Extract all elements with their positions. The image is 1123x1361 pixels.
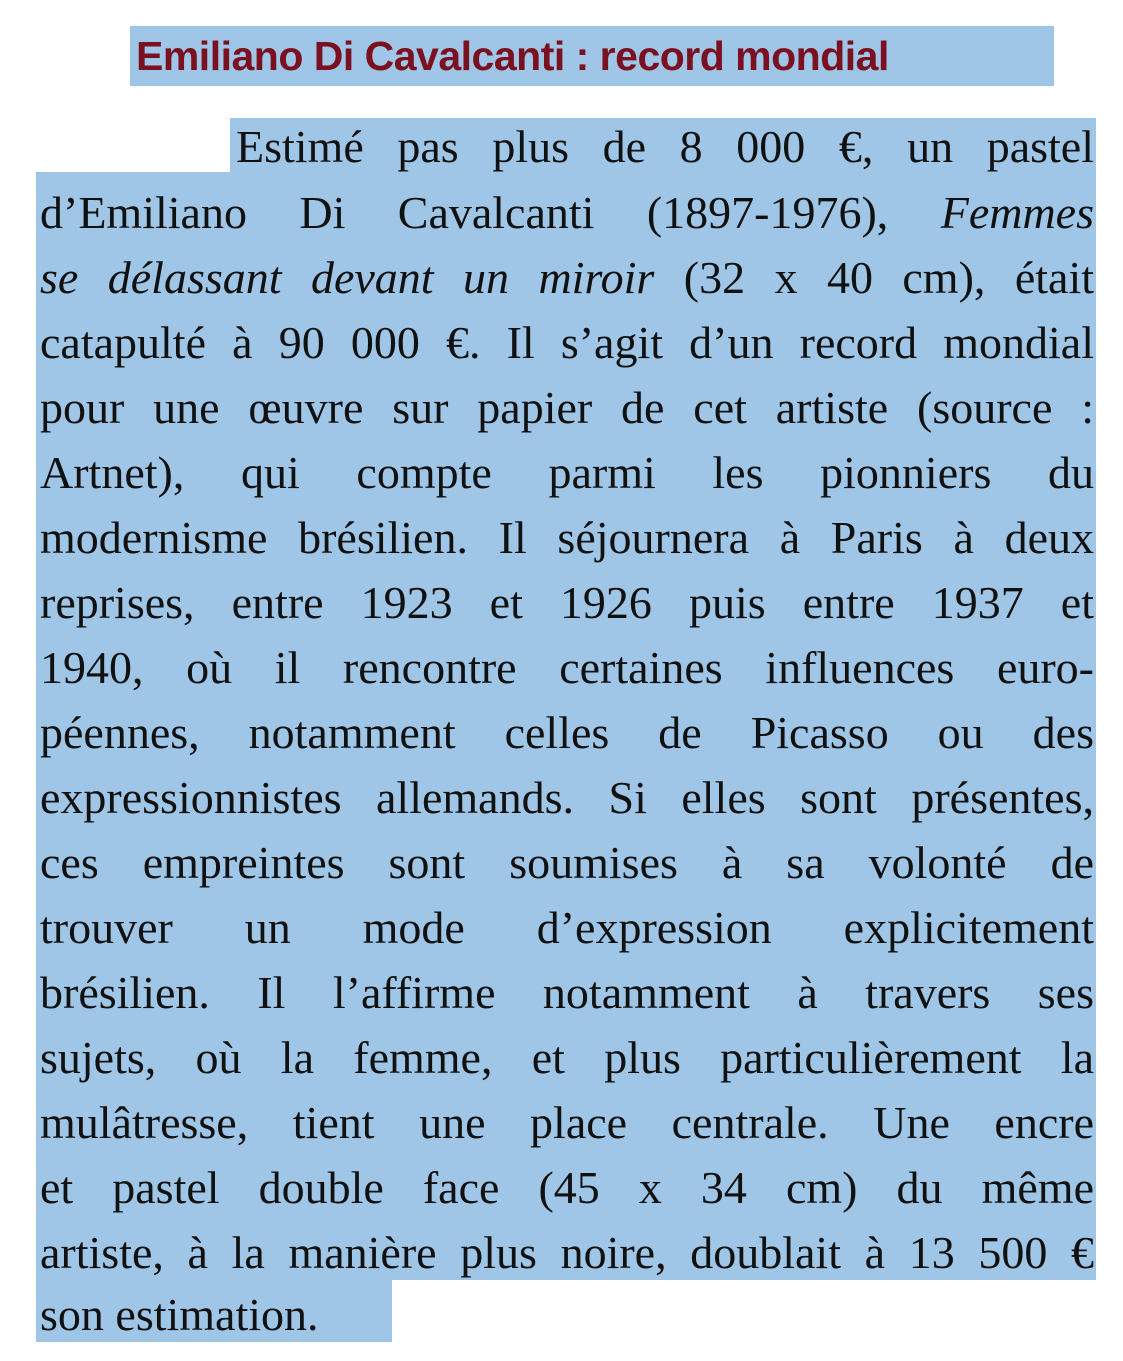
artwork-title-italic: Femmes (940, 187, 1094, 238)
paragraph-line: artiste, à la manière plus noire, doublait à 13 500 € (40, 1227, 1094, 1278)
paragraph-line: et pastel double face (45 x 34 cm) du même (40, 1162, 1094, 1213)
paragraph-line: d’Emiliano Di Cavalcanti (1897-1976), Femmes (40, 187, 1094, 238)
paragraph-line: Estimé pas plus de 8 000 €, un pastel (236, 121, 1094, 172)
paragraph-line: pour une œuvre sur papier de cet artiste (source : (40, 382, 1094, 433)
paragraph-line: sujets, où la femme, et plus particulièrement la (40, 1032, 1094, 1083)
paragraph-line: Artnet), qui compte parmi les pionniers du (40, 447, 1094, 498)
paragraph-line: 1940, où il rencontre certaines influences euro- (40, 642, 1094, 693)
paragraph-line: expressionnistes allemands. Si elles sont présentes, (40, 772, 1094, 823)
artwork-title-italic: se délassant devant un miroir (40, 252, 655, 303)
paragraph-line: catapulté à 90 000 €. Il s’agit d’un record mondial (40, 317, 1094, 368)
paragraph-line: mulâtresse, tient une place centrale. Une encre (40, 1097, 1094, 1148)
paragraph-line-last: son estimation. (40, 1289, 319, 1340)
paragraph-line: ces empreintes sont soumises à sa volonté de (40, 837, 1094, 888)
paragraph-line: se délassant devant un miroir (32 x 40 cm), était (40, 252, 1094, 303)
article-headline: Emiliano Di Cavalcanti : record mondial (136, 33, 889, 79)
paragraph-line: brésilien. Il l’affirme notamment à travers ses (40, 967, 1094, 1018)
paragraph-line: péennes, notamment celles de Picasso ou des (40, 707, 1094, 758)
paragraph-line: trouver un mode d’expression explicitement (40, 902, 1094, 953)
paragraph-line: modernisme brésilien. Il séjournera à Paris à deux (40, 512, 1094, 563)
paragraph-line: reprises, entre 1923 et 1926 puis entre 1937 et (40, 577, 1094, 628)
